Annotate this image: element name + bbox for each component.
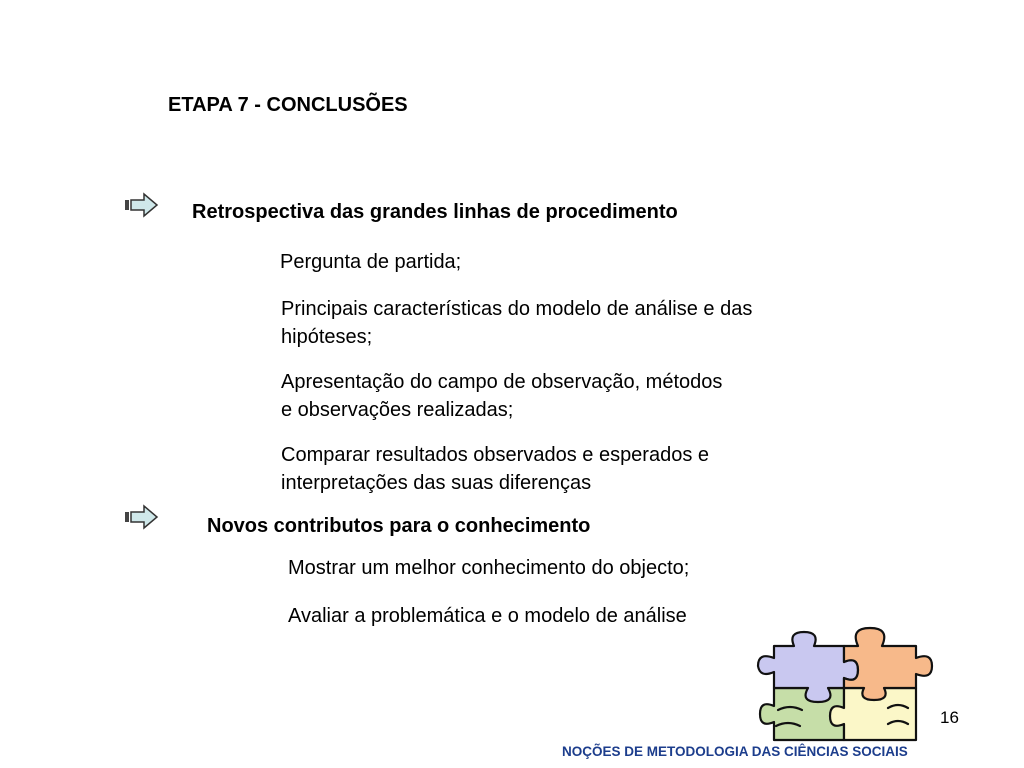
puzzle-pieces-icon — [738, 622, 948, 742]
list-item-line: Pergunta de partida; — [280, 251, 462, 273]
section-heading-novos-contributos: Novos contributos para o conhecimento — [207, 515, 591, 537]
list-item-line: Avaliar a problemática e o modelo de análise — [288, 605, 687, 627]
list-item-line: interpretações das suas diferenças — [281, 472, 592, 494]
list-item-line: e observações realizadas; — [281, 399, 514, 421]
list-item — [280, 248, 461, 276]
list-item — [281, 368, 722, 424]
list-item-line: Principais características do modelo de análise e das — [281, 298, 753, 320]
list-item-line: hipóteses; — [281, 326, 373, 348]
slide-title: ETAPA 7 - CONCLUSÕES — [168, 94, 408, 116]
list-item — [281, 295, 752, 351]
section-heading-retrospectiva: Retrospectiva das grandes linhas de procedimento — [192, 201, 678, 223]
footer-title: NOÇÕES DE METODOLOGIA DAS CIÊNCIAS SOCIAIS — [562, 744, 908, 759]
arrow-right-icon — [124, 192, 160, 218]
list-item — [288, 602, 687, 630]
list-item-line: Comparar resultados observados e esperados e — [281, 444, 710, 466]
list-item — [288, 554, 689, 582]
list-item — [281, 441, 709, 497]
page-number: 16 — [940, 708, 959, 727]
list-item-line: Mostrar um melhor conhecimento do objecto; — [288, 557, 690, 579]
list-item-line: Apresentação do campo de observação, métodos — [281, 371, 723, 393]
arrow-right-icon — [124, 504, 160, 530]
